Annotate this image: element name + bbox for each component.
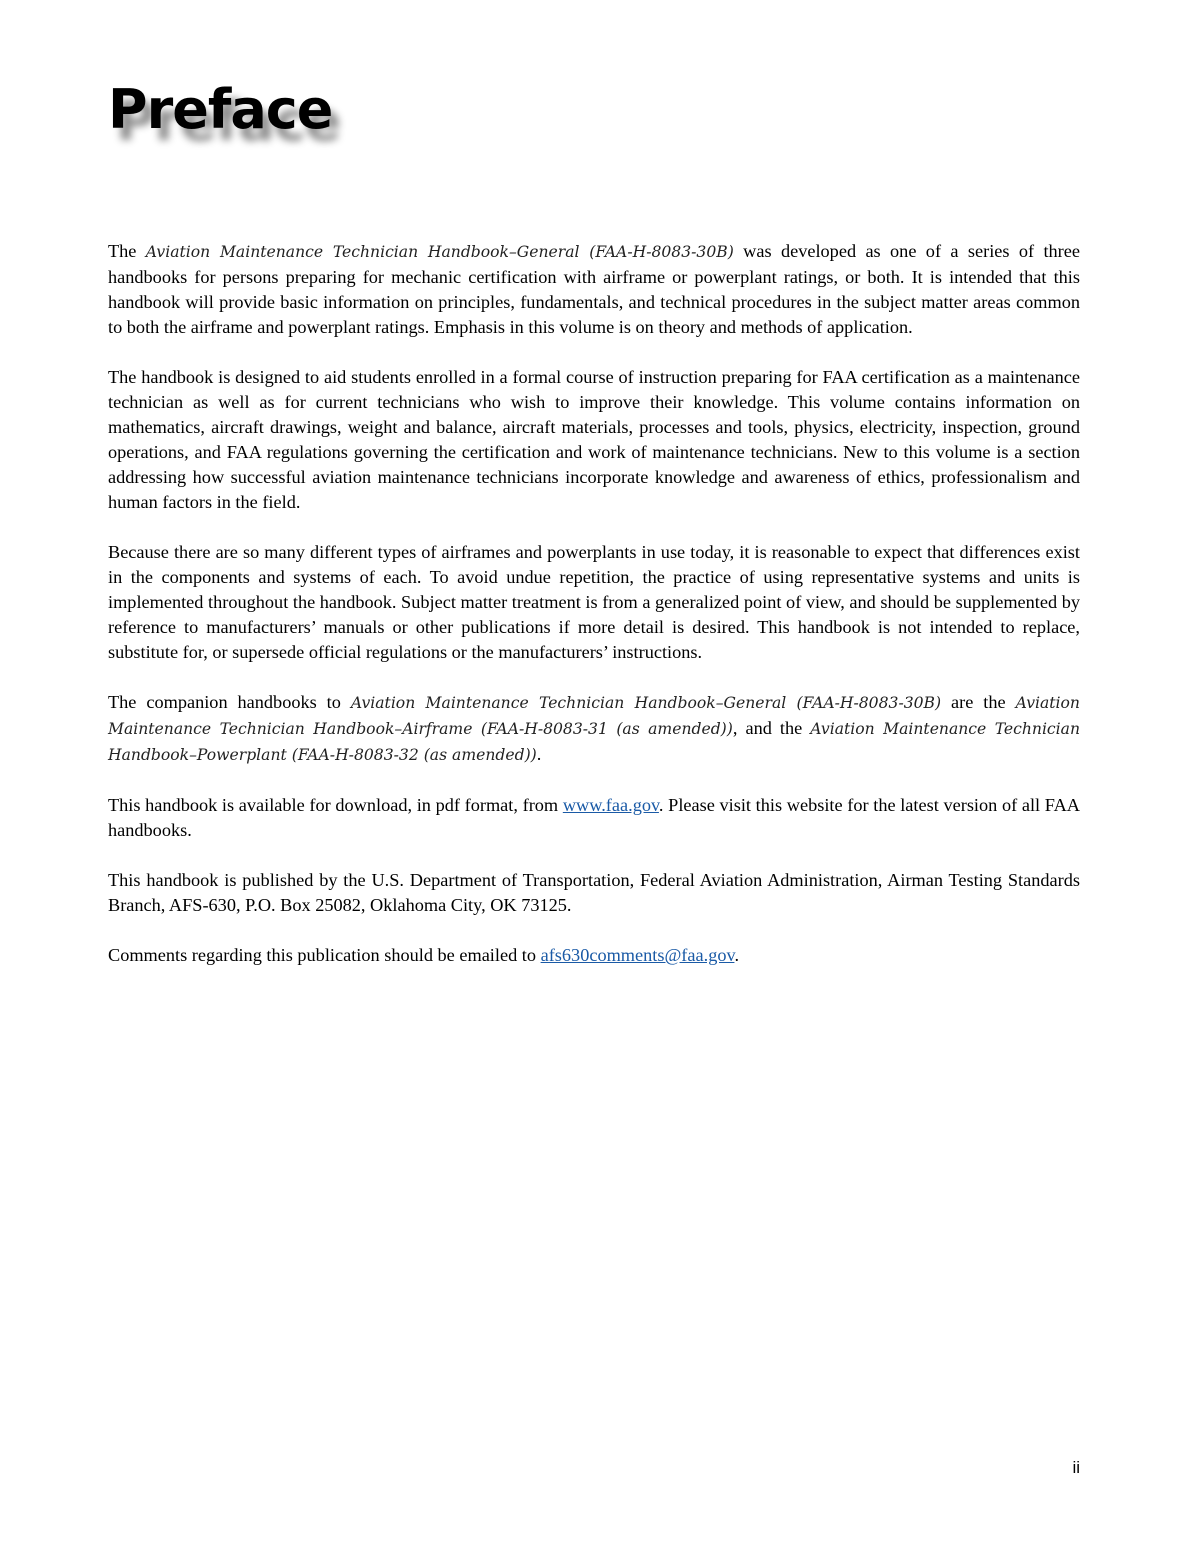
handbook-title: Aviation Maintenance Technician Handbook–General (FAA-H-8083-30B) (350, 694, 942, 712)
text: The companion handbooks to (108, 692, 351, 712)
text: . (734, 945, 740, 965)
text: This handbook is available for download, in pdf format, from (108, 795, 563, 815)
faa-website-link[interactable]: www.faa.gov (562, 795, 659, 815)
page-number: ii (1072, 1458, 1080, 1477)
paragraph-intro (108, 239, 1080, 340)
paragraph-companions (108, 690, 1080, 768)
paragraph-comments (108, 943, 1080, 968)
text: Comments regarding this publication should be emailed to (108, 945, 541, 965)
preface-body (108, 239, 1080, 993)
handbook-title: Aviation Maintenance Technician Handbook–General (FAA-H-8083-30B) (145, 243, 734, 261)
text: . Please visit this website for the latest version of all FAA handbooks. (108, 795, 1080, 840)
paragraph-publisher: This handbook is published by the U.S. Department of Transportation, Federal Aviation Administration, Airman Testing Standards Branch, AFS-630, P.O. Box 25082, Oklahoma City, OK 73125. (108, 870, 1080, 915)
text: was developed as one of a series of three handbooks for persons preparing for mechanic certification with airframe or powerplant ratings, or both. It is intended that this handbook will provide basic information on principles, fundamentals, and technical procedures in the subject matter areas common to both the airframe and powerplant ratings. Emphasis in this volume is on theory and methods of application. (108, 241, 1080, 337)
text: . (536, 744, 542, 764)
comments-email-link[interactable]: afs630comments@faa.gov (540, 945, 735, 965)
text: , and the (732, 718, 811, 738)
text: The (108, 241, 146, 261)
paragraph-download (108, 793, 1080, 843)
paragraph-scope: Because there are so many different types of airframes and powerplants in use today, it is reasonable to expect that differences exist in the components and systems of each. To avoid undue repetition, the practice of using representative systems and units is implemented throughout the handbook. Subject matter treatment is from a generalized point of view, and should be supplemented by reference to manufacturers’ manuals or other publications if more detail is desired. This handbook is not intended to replace, substitute for, or supersede official regulations or the manufacturers’ instructions. (108, 542, 1080, 662)
handbook-title: Aviation Maintenance Technician Handbook–Powerplant (FAA-H-8083-32 (as amended)) (108, 720, 1080, 764)
paragraph-purpose: The handbook is designed to aid students enrolled in a formal course of instruction preparing for FAA certification as a maintenance technician as well as for current technicians who wish to improve their knowledge. This volume contains information on mathematics, aircraft drawings, weight and balance, aircraft materials, processes and tools, physics, electricity, inspection, ground operations, and FAA regulations governing the certification and work of maintenance technicians. New to this volume is a section addressing how successful aviation maintenance technicians incorporate knowledge and awareness of ethics, professionalism and human factors in the field. (108, 367, 1080, 512)
handbook-title: Aviation Maintenance Technician Handbook–Airframe (FAA-H-8083-31 (as amended)) (108, 694, 1080, 738)
page-title: Preface (108, 78, 333, 141)
text: are the (941, 692, 1016, 712)
